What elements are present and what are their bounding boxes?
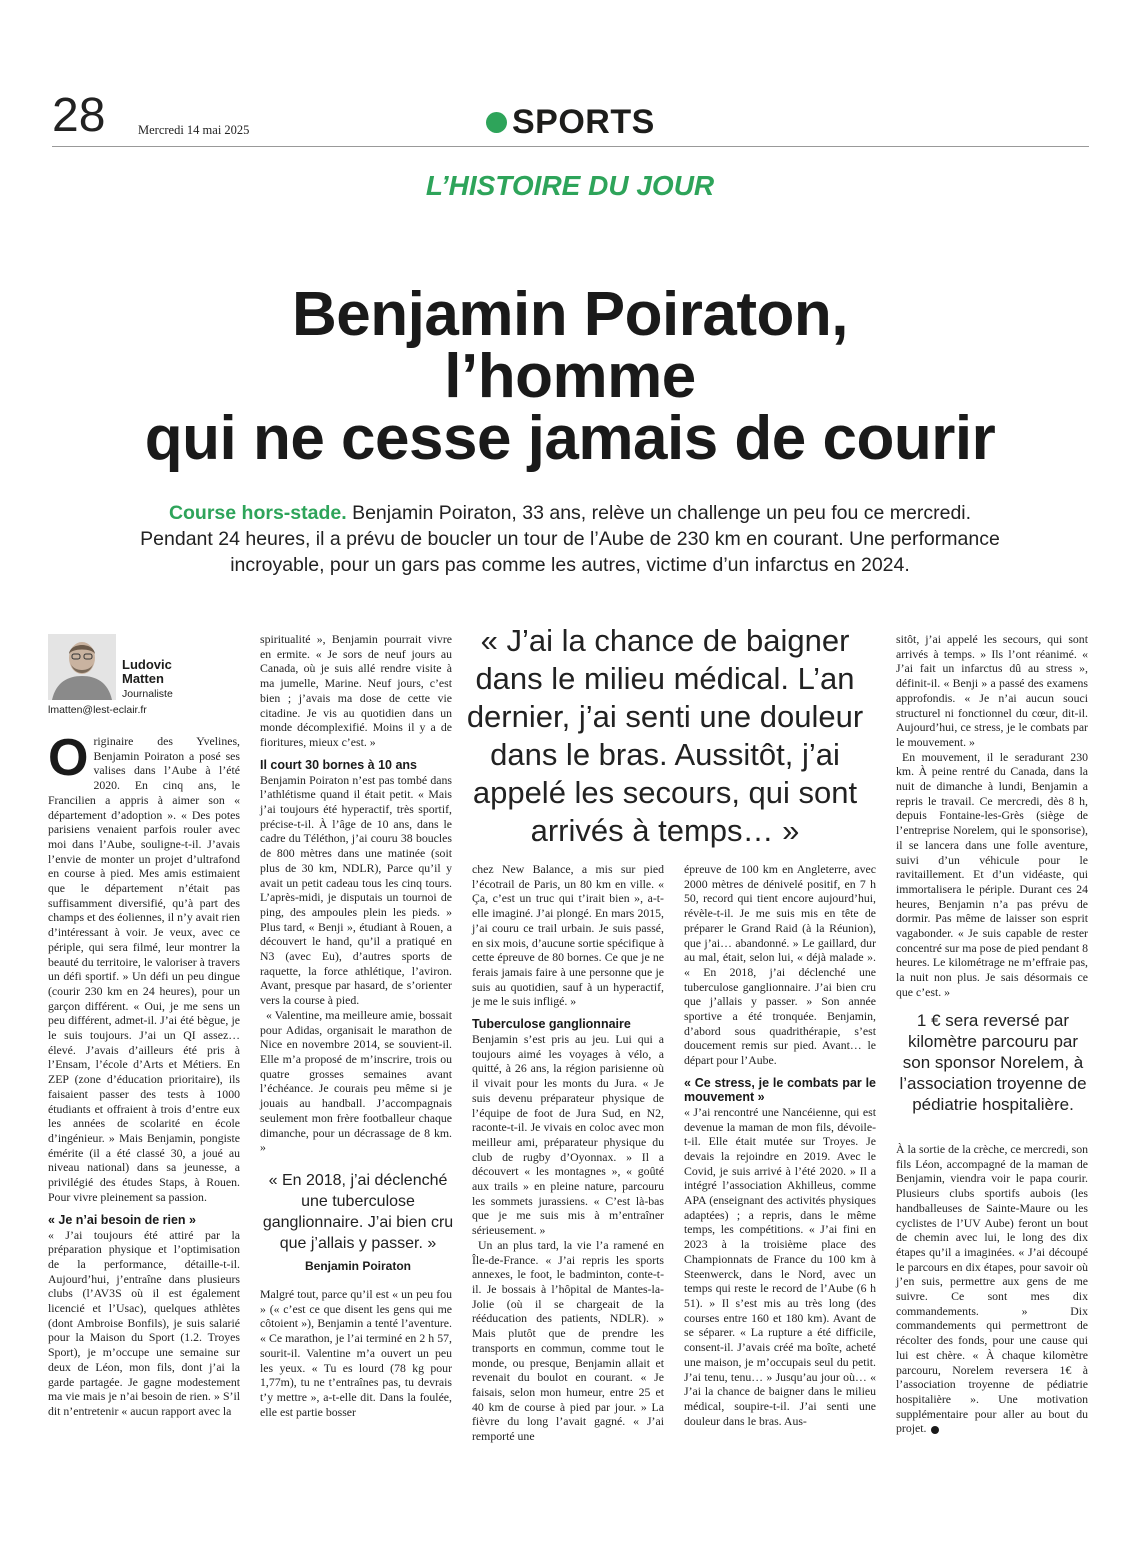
pull-quote-main: « J’ai la chance de baigner dans le milieu médical. L’an dernier, j’ai senti une douleur dans le bras. Aussitôt, j’ai appelé les secours, qui sont arrivés à temps… »: [466, 623, 864, 848]
subheading: « Ce stress, je le combats par le mouvement »: [684, 1075, 876, 1104]
paragraph: Un an plus tard, la vie l’a ramené en Île-de-France. « J’ai repris les sports annexes, le foot, le badminton, conte-t-il. Je bossais à l’hôpital de Mantes-la-Jolie (où il se chargeait de la rééducation des patients, NDLR). » Mais plutôt que de prendre les transports en commun, comme tout le monde, ou presque, Benjamin allait et revenait du boulot en courant. « Je faisais, selon mon humeur, entre 25 et 40 km de course à pied par jour. » La fièvre du long l’avait gagné. « J’ai remporté une: [472, 1237, 664, 1444]
paragraph: « Valentine, ma meilleure amie, bossait pour Adidas, organisait le marathon de Nice en novembre 2014, se souvient-il. Elle m’a proposé de m’inscrire, trois ou quatre grosses semaines avant l’échéance. Je courais peu même si je jouais au handball. J’accompagnais seulement mon frère footballeur chaque dimanche, pour un décrassage de 8 km. »: [260, 1007, 452, 1155]
section-rubric: [486, 102, 655, 142]
paragraph: chez New Balance, a mis sur pied l’écotrail de Paris, un 80 km en ville. « Ça, c’est un truc qui t’irait bien », a-t-elle imaginé. J’ai plongé. En mars 2015, j’ai couru ce trail urbain. Je suis passé, en six mois, d’aucune sortie spécifique à cette épreuve de 80 bornes. Ce que je ne ferais jamais faire à une personne que je suis au quotidien, sauf à un hyperactif, je me le suis infligé. »: [472, 862, 664, 1009]
headline-line-3: qui ne cesse jamais de courir: [144, 404, 996, 473]
pull-quote-small: « En 2018, j’ai déclenché une tuberculose ganglionnaire. J’ai bien cru que j’allais y passer. »: [262, 1172, 454, 1252]
paragraph: Benjamin s’est pris au jeu. Lui qui a toujours aimé les voyages à vélo, a quitté, à 26 ans, la région parisienne où il vivait pour les monts du Jura. « Je suis devenu préparateur physique de l’équipe de foot de Jura Sud, en N2, raconte-t-il. Je vivais en coloc avec mon meilleur ami, préparateur physique du club de rugby d’Oyonnax. » Il a découvert « les montagnes », « goûté aux trails » en pleine nature, parcouru les sommets jurassiens. « C’est là-bas que je me suis mis à m’entraîner sérieusement. »: [472, 1032, 664, 1238]
paragraph: À la sortie de la crèche, ce mercredi, son fils Léon, accompagné de la maman de Benjamin, viendra voir le papa courir. Plusieurs clubs sportifs aubois (les handballeuses de Sainte-Maure ou les cyclistes de l’UV Aube) feront un bout de chemin avec lui, le long des dix étapes qu’il a imaginées. « J’ai découpé le parcours en dix étapes, pour savoir où j’en suis, permettre aux gens de me suivre. Ce sont mes dix commandements. » Dix commandements qui permettront de récolter des fonds, pour une cause qui lui est chère. « À chaque kilomètre parcouru, Norelem reversera 1€ à l’association troyenne de pédiatrie hospitalière ». Une motivation supplémentaire pour aller au bout du projet.: [896, 1142, 1088, 1436]
paragraph: Benjamin Poiraton n’est pas tombé dans l’athlétisme quand il était petit. « Mais j’ai toujours été hyperactif, très sportif, précise-t-il. À l’âge de 10 ans, dans le cadre du Téléthon, j’ai couru 38 boucles de 800 mètres dans une matinée (soit plus de 30 km, NDLR), Parce qu’il y avait un petit cadeau tous les cinq tours. L’après-midi, je disputais un tournoi de ping, des ampoules plein les pieds. » Plus tard, « Benji », étudiant à Rouen, a découvert le hand, qu’il a pratiqué en N3 (avec Eu), d’autres sports de raquette, la force athlétique, l’aviron. Avant, presque par hasard, de s’orienter vers la course à pied.: [260, 772, 452, 1008]
kicker: L’HISTOIRE DU JOUR: [425, 170, 715, 201]
headline-line-2: l’homme: [444, 342, 696, 411]
column-2: [260, 632, 452, 1155]
headline-line-1: Benjamin Poiraton,: [292, 280, 848, 349]
issue-date: Mercredi 14 mai 2025: [138, 123, 250, 137]
author-photo: [48, 634, 116, 700]
standfirst: [130, 500, 1010, 578]
subheading: Il court 30 bornes à 10 ans: [260, 757, 418, 772]
paragraph: épreuve de 100 km en Angleterre, avec 2000 mètres de dénivelé positif, en 7 h 50, record qui tient encore aujourd’hui, révèle-t-il. Je me suis mis en tête de préparer le Grand Raid (à la Réunion), que j’ai… abandonné. » Le gaillard, dur au mal, était, selon lui, « déjà malade ». « En 2018, j’ai déclenché une tuberculose ganglionnaire. J’ai bien cru que j’allais y passer. » Son année sportive a été tronquée. Benjamin, d’abord sous quadrithérapie, s’est doucement remis sur pied. Avant… le départ pour l’Aube.: [684, 862, 876, 1068]
subheading: « Je n’ai besoin de rien »: [48, 1212, 196, 1227]
column-3: [472, 862, 664, 1444]
column-2-continued: [260, 1287, 452, 1419]
paragraph: Malgré tout, parce qu’il est « un peu fou » (« c’est ce que disent les gens qui me côtoient »), Benjamin a tenté l’aventure. « Ce marathon, je l’ai terminé en 2 h 57, sourit-il. Valentine m’a ouvert un peu les yeux. « Tu es lourd (78 kg pour 1,77m), tu ne t’entraînes pas, tu devrais t’y mettre », a-t-elle dit. Dans la foulée, elle est partie bosser: [260, 1287, 452, 1419]
column-4: [684, 862, 876, 1428]
paragraph: sitôt, j’ai appelé les secours, qui sont arrivés à temps. » Ils l’ont réanimé. « J’ai fait un infarctus dû au stress », définit-il. « Benji » a passé des examens approfondis. « Je n’ai aucun souci structurel ni fonctionnel du cœur, dit-il. Aujourd’hui, ce stress, je le combats par le mouvement. »: [896, 632, 1088, 749]
subheading: Tuberculose ganglionnaire: [472, 1017, 631, 1032]
rubric-dot-icon: [486, 112, 507, 133]
paragraph: Originaire des Yvelines, Benjamin Poiraton a posé ses valises dans l’Aube à l’été 2020. En cinq ans, le Francilien a appris à aimer son « département d’adoption ». « Des potes parisiens venaient parfois rouler avec moi dans l’Aube, souligne-t-il. J’avais l’envie de monter un projet d’ultrafond en course à pied. Mes amis estimaient que le département n’était pas suffisamment diversifié, qu’à part des champs et des éoliennes, il n’y avait rien d’intéressant à voir. Je veux, avec ce périple, qui sera filmé, leur montrer la beauté du territoire, le valoriser à travers un défi sportif. » Un défi un peu dingue (courir 230 km en 24 heures), pour un garçon différent. « Oui, je me sens un peu différent, admet-il. J’ai été bègue, je le suis toujours. J’ai un QI assez… élevé. J’avais d’ailleurs été pris à l’Ensam, l’école d’Arts et Métiers. En ZEP (zone d’éducation prioritaire), ils faisaient passer des tests à 1000 étudiants et offraient à trois d’entre eux les années de scolarité en école d’ingénieur. » Mais Benjamin, pongiste émérite (il a été classé 30, a joué au niveau national) dans sa jeunesse, a privilégié des études Staps, à Rouen. Pour vivre pleinement sa passion.: [48, 729, 240, 1204]
author-block: [48, 632, 248, 718]
paragraph: « J’ai toujours été attiré par la préparation physique et l’optimisation de la performance, détaille-t-il. Aujourd’hui, j’entraîne dans plusieurs clubs (l’AV3S où il est également licencié et l’Usac), quelques athlètes (dont Ambroise Bonfils), je suis salarié pour la Maison du Sport (1.2. Troyes Sport), je m’occupe une semaine sur deux de Léon, mon fils, dont j’ai la garde partagée. Je gagne modestement ma vie mais je n’ai besoin de rien. » S’il dit n’entretenir « aucun rapport avec la: [48, 1227, 240, 1418]
pull-quote-right: 1 € sera reversé par kilomètre parcouru par son sponsor Norelem, à l’association troyenne de pédiatrie hospitalière.: [899, 1011, 1087, 1114]
author-name: Ludovic Matten: [122, 657, 172, 686]
author-role: Journaliste: [122, 688, 173, 700]
end-bullet-icon: [931, 1426, 939, 1434]
column-5-continued: [896, 1142, 1088, 1436]
paragraph: En mouvement, il le seradurant 230 km. À peine rentré du Canada, dans la nuit de dimanche à lundi, Benjamin a repris le travail. Ce mercredi, dès 8 h, depuis Fontaine-les-Grès (siège de l’entreprise Norelem, qui le sponsorise), il se lancera dans une folle aventure, suivi d’un véhicule pour le ravitaillement. Et d’un vidéaste, qui immortalisera le périple. Durant ces 24 heures, Benjamin n’a pas prévu de dormir. Pas même de laisser son esprit vagabonder. « Je suis capable de rester concentré sur ma pose de pied pendant 8 heures. Le kilométrage ne m’effraie pas, la nuit non plus. Je sais désormais ce que c’est. »: [896, 749, 1088, 999]
rubric-label: SPORTS: [512, 103, 655, 141]
drop-cap: O: [48, 729, 89, 787]
column-1: [48, 729, 240, 1419]
headline: [0, 280, 1140, 473]
paragraph: « J’ai rencontré une Nancéienne, qui est devenue la maman de mon fils, dévoile-t-il. Elle était mutée sur Troyes. Je devais la rejoindre en 2019. Avec le Covid, je suis arrivé à l’été 2020. » Il a intégré l’association Akhilleus, comme APA (enseignant des activités physiques adaptées) ; a repris, dans le même temps, les compétitions. « J’ai fini en 2023 à la troisième place des Championnats de France du 100 km à Steenwerck, dans le Nord, avec un temps qui reste le record de l’Aube (6 h 51). » Il s’est mis au très long (des courses entre 160 et 180 km). Avant de se séparer. « La rupture a été difficile, consent-il. J’avais créé ma boîte, acheté une maison, je m’occupais seul du petit. J’ai tenu, tenu… » Jusqu’au jour où… « J’ai la chance de baigner dans le milieu médical, soupire-t-il. J’ai senti une douleur dans le bras. Aus-: [684, 1104, 876, 1428]
standfirst-text: Benjamin Poiraton, 33 ans, relève un challenge un peu fou ce mercredi. Pendant 24 heures, il a prévu de boucler un tour de l’Aube de 230 km en courant. Une performance incroyable, pour un gars pas comme les autres, victime d’un infarctus en 2024.: [140, 502, 1000, 576]
column-5: [896, 632, 1088, 1000]
header-rule: [52, 146, 1089, 147]
page-number: 28: [52, 89, 106, 142]
paragraph: spiritualité », Benjamin pourrait vivre en ermite. « Je sors de neuf jours au Canada, où je suis allé rendre visite à ma jumelle, Marine. Neuf jours, c’est bien ; j’avais ma dose de cette vie citadine. Je vis au quotidien dans un monde décomplexifié. Moins il y a de fioritures, mieux c’est. »: [260, 632, 452, 749]
author-email[interactable]: lmatten@lest-eclair.fr: [48, 704, 147, 716]
standfirst-lead: Course hors-stade.: [168, 502, 347, 524]
pull-quote-signature: Benjamin Poiraton: [304, 1259, 411, 1273]
